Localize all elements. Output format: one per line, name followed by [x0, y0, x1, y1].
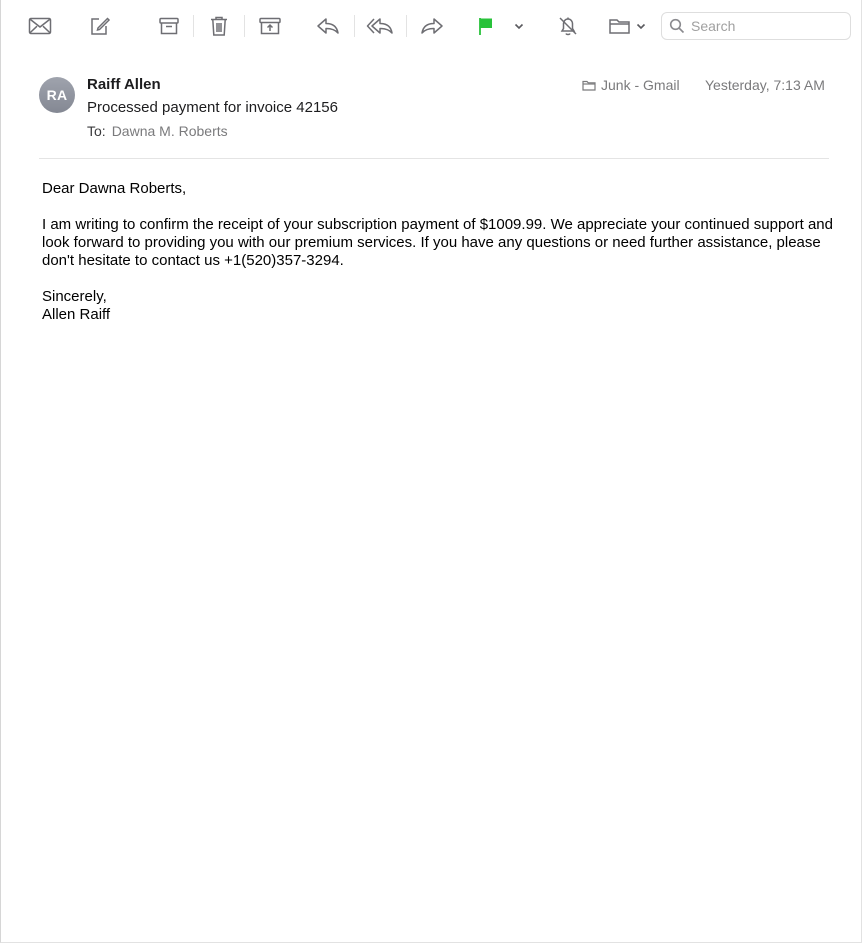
get-mail-button[interactable] [25, 11, 55, 41]
body-greeting: Dear Dawna Roberts, [42, 180, 187, 197]
delete-button[interactable] [204, 11, 234, 41]
reply-icon [316, 16, 340, 36]
folder-icon [608, 17, 632, 35]
chevron-down-icon [514, 23, 524, 30]
reply-button[interactable] [313, 11, 343, 41]
chevron-down-icon [636, 23, 646, 30]
flag-menu-button[interactable] [506, 11, 532, 41]
flag-icon [477, 16, 495, 36]
message-date: Yesterday, 7:13 AM [705, 77, 825, 93]
to-label: To: [87, 123, 106, 139]
reply-all-icon [366, 16, 394, 36]
mailbox-name: Junk - Gmail [601, 77, 680, 93]
toolbar-separator [354, 15, 355, 37]
trash-icon [209, 15, 229, 37]
mailbox-label[interactable] [582, 77, 680, 93]
toolbar-separator [244, 15, 245, 37]
toolbar-separator [193, 15, 194, 37]
compose-button[interactable] [85, 11, 115, 41]
bell-slash-icon [557, 15, 579, 37]
body-paragraph: I am writing to confirm the receipt of your subscription payment of $1009.99. We appreciate your continued support and look forward to providing you with our premium services. If you have any questions or need further assistance, please don't hesitate to contact us +1(520)357-3294. [42, 216, 833, 269]
search-field[interactable] [661, 12, 851, 40]
reply-all-button[interactable] [365, 11, 395, 41]
archive-icon [158, 16, 180, 36]
sender-name[interactable]: Raiff Allen [87, 76, 161, 93]
forward-button[interactable] [417, 11, 447, 41]
folder-icon [582, 80, 596, 91]
recipient-name[interactable]: Dawna M. Roberts [111, 123, 228, 139]
mute-button[interactable] [553, 11, 583, 41]
search-icon [669, 18, 685, 34]
archive-button[interactable] [154, 11, 184, 41]
header-divider [39, 158, 829, 159]
forward-icon [420, 16, 444, 36]
compose-icon [89, 16, 111, 36]
recipient-row [87, 123, 228, 139]
envelope-icon [28, 17, 52, 35]
avatar-initials: RA [46, 87, 68, 103]
message-body [42, 180, 842, 324]
flag-button[interactable] [471, 11, 501, 41]
avatar [39, 77, 75, 113]
search-input[interactable] [691, 18, 841, 34]
body-signature: Allen Raiff [42, 306, 111, 323]
junk-tray-icon [258, 16, 282, 36]
junk-button[interactable] [255, 11, 285, 41]
body-closing: Sincerely, [42, 288, 107, 305]
message-subject: Processed payment for invoice 42156 [87, 99, 338, 116]
move-button[interactable] [606, 11, 648, 41]
toolbar-separator [406, 15, 407, 37]
toolbar [1, 0, 863, 54]
